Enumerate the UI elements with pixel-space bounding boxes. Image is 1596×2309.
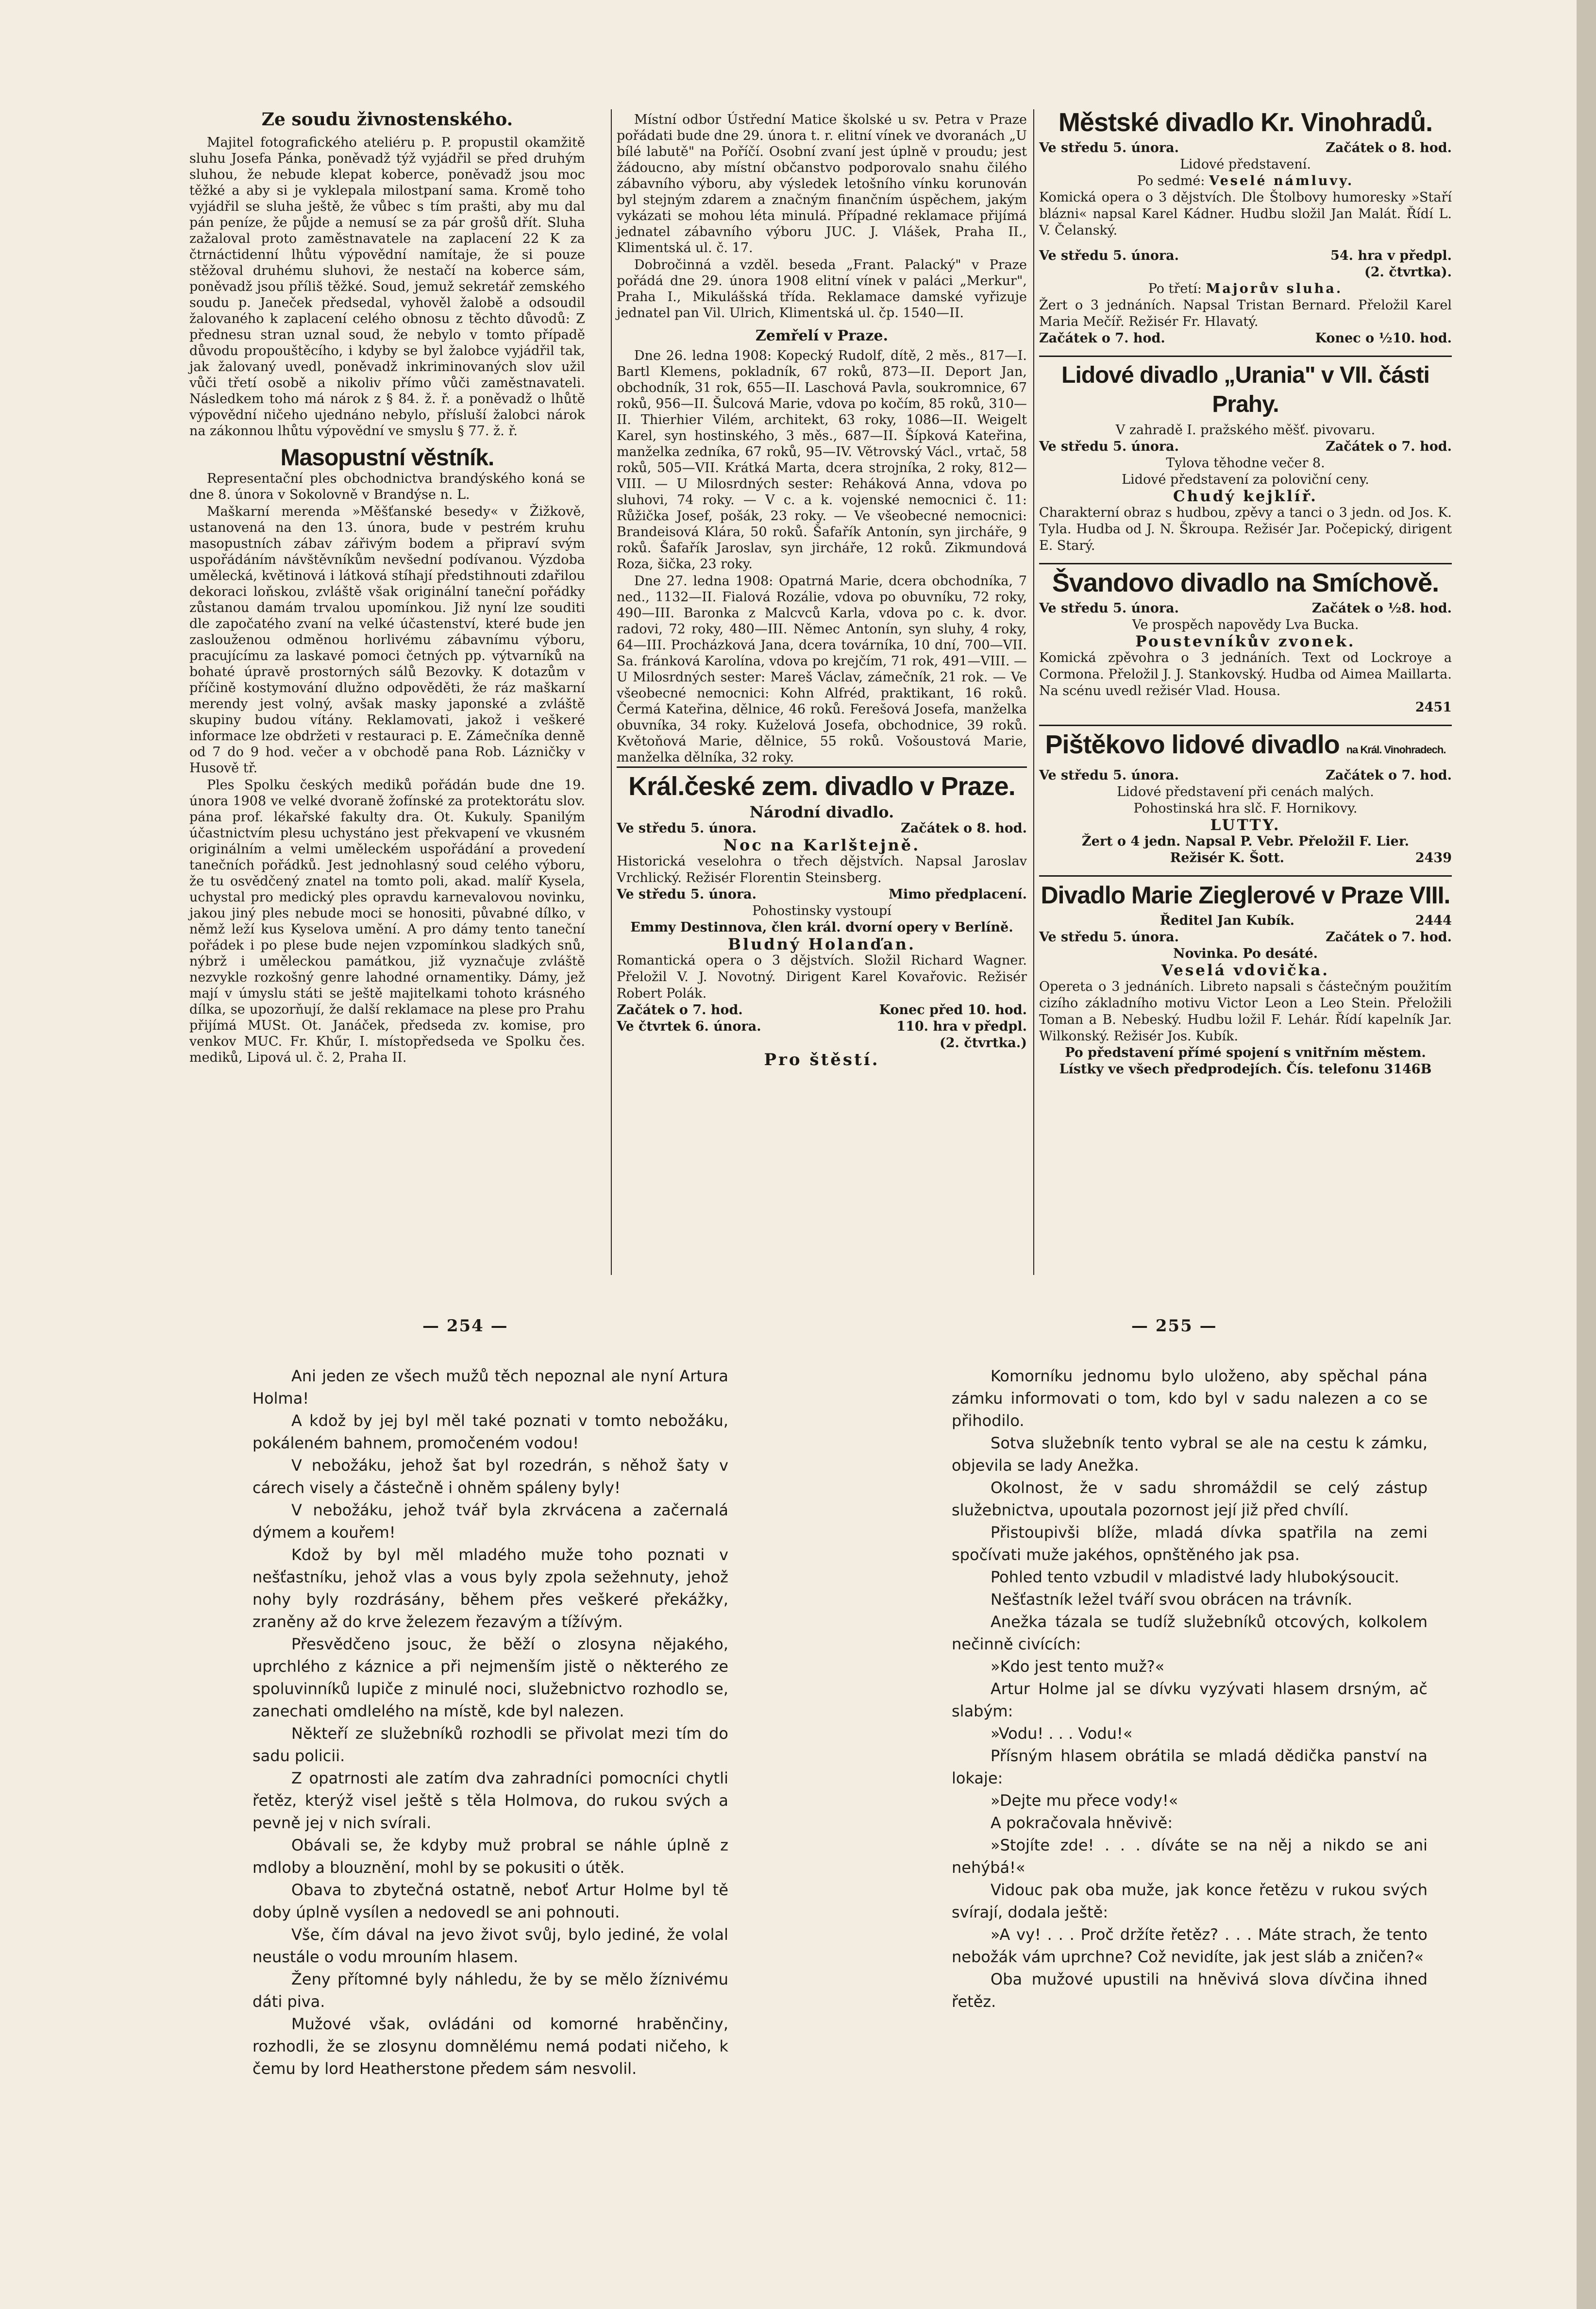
- novel-paragraph: »Dejte mu přece vody!«: [991, 1791, 1178, 1810]
- novel-paragraph: Přísným hlasem obrátila se mladá dědička panství na lokaje:: [952, 1747, 1428, 1787]
- play-note: Ve prospěch napovědy Lva Bucka.: [1132, 617, 1359, 632]
- column-divider: [611, 109, 612, 1275]
- theatre-sub: Ředitel Jan Kubík.: [1159, 913, 1294, 928]
- play-desc: Opereta o 3 jednáních. Libreto napsali s částečným použitím cizího základního motivu Victor Leon a Leo Stein. Přeložili Toman a B. Nebeský. Hudbu ložil F. Lehár. Řídí kapelník Jar. Wilkonský. Režisér Jos. Kubík.: [1039, 979, 1452, 1044]
- play-desc: Komická zpěvohra o 3 jednáních. Text od Lockroye a Cormona. Přeložil J. J. Stankovský. Hudba od Aimea Maillarta. Na scénu uvedl režisér Vlad. Housa.: [1039, 650, 1452, 698]
- play-title: Pro štěstí.: [764, 1050, 880, 1070]
- novel-paragraph: Pohled tento vzbudil v mladistvé lady hlubokýsoucit.: [991, 1568, 1399, 1586]
- theatre-urania: [1039, 356, 1452, 554]
- play-desc: Komická opera o 3 dějstvích. Dle Štolbovy humoresky »Staří blázni« napsal Karel Kádner. Hudbu složil Jan Malát. Řídí L. V. Čelanský.: [1039, 190, 1452, 238]
- carnival-paragraph-1: Representační ples obchodnictva brandýského koná se dne 8. února v Sokolovně v Brandýse n. L.: [189, 471, 585, 502]
- play-desc: Historická veselohra o třech dějstvích. Napsal Jaroslav Vrchlický. Režisér Florentin Steinsberg.: [617, 854, 1027, 885]
- play-title: Majorův sluha.: [1206, 281, 1343, 296]
- novel-paragraph: »Stojíte zde! . . . díváte se na něj a nikdo se ani nehýbá!«: [952, 1836, 1428, 1877]
- novel-paragraph: »A vy! . . . Proč držíte řetěz? . . . Máte strach, že tento nebožák vám uprchne? Což nevidíte, jak jest sláb a zničen?«: [952, 1925, 1428, 1966]
- novel-paragraph: Mužové však, ovládáni od komorné hraběnčiny, rozhodli, že se zlosynu domnělému nemá podati ničeho, k čemu by lord Heatherstone předem sám nesvolil.: [252, 2015, 728, 2078]
- carnival-paragraph-3: Ples Spolku českých mediků pořádán bude dne 19. února 1908 ve velké dvoraně žofínské za protektorátu slov. pána prof. lékařské fakulty dra. Ot. Kukuly. Spanilým účastnictvím plesu uchystáno jest překvapení ve vkusném originálním a velmi uměleckém uspořádání a provedení tanečních pořádků. Jest jednohlasný soud celého výboru, že tu osvědčený znatel na tomto poli, akad. malíř Kysela, uchystal pro medický ples opravdu karnevalovou novinku, jakou jiný ples nebude moci se honositi, půvabné dílko, v němž leží kus Kyselova umění. A pro dámy tento taneční pořádek i po plese bude nejen vzpomínkou sladkých snů, nýbrž i uměleckou památkou, již vyznačuje zvláště nezvykle rozkošný genre lahodné ornamentiky. Dámy, jež mají v úmyslu státi se ještě majitelkami tohoto krásného dílka, se upozorňují, že další reklamace na plese pro Prahu přijímá MUSt. Ot. Janáček, předseda zv. komise, pro venkov MUC. Fr. Khűr, I. místopředseda ve Spolku čes. mediků, Lipová ul. č. 2, Praha II.: [189, 778, 585, 1065]
- novel-paragraph: Ženy přítomné byly náhledu, že by se mělo žíznivému dáti piva.: [252, 1970, 728, 2011]
- novel-paragraph: V nebožáku, jehož tvář byla zkrvácena a začernalá dýmem a kouřem!: [252, 1501, 728, 1542]
- play-director: Režisér K. Šott.: [1170, 850, 1285, 866]
- novel-paragraph: Z opatrnosti ale zatím dva zahradníci pomocníci chytli řetěz, kterýž visel ještě s těla Holmova, do rukou svých a pevně jej v nich svírali.: [252, 1769, 728, 1832]
- play-title: Poustevníkův zvonek.: [1135, 633, 1356, 650]
- date-right: 110. hra v předpl.: [896, 1019, 1027, 1034]
- date-right: Mimo předplacení.: [889, 887, 1027, 902]
- novel-paragraph: Komorníku jednomu bylo uloženo, aby spěchal pána zámku informovati o tom, kdo byl v sadu nalezen a co se přihodilo.: [952, 1367, 1428, 1430]
- novel-paragraph: Vidouc pak oba muže, jak konce řetězu v rukou svých svírají, dodala ještě:: [952, 1881, 1428, 1921]
- play-note: Pohostinská hra slč. F. Hornikovy.: [1133, 801, 1358, 816]
- novel-paragraph: V nebožáku, jehož šat byl rozedrán, s něhož šaty v cárech visely a částečně i ohněm spáleny byly!: [252, 1456, 728, 1497]
- date-right: 54. hra v předpl.: [1330, 248, 1452, 263]
- play-desc: Žert o 3 jednáních. Napsal Tristan Bernard. Přeložil Karel Maria Mečíř. Režisér Fr. Hlavatý.: [1039, 298, 1452, 329]
- play-title: LUTTY.: [1210, 816, 1281, 834]
- theatre-narodni: [617, 766, 1027, 1068]
- novel-paragraph: Artur Holme jal se dívku vyzývati hlasem drsným, ač slabým:: [952, 1680, 1428, 1720]
- play-pre: Po sedmé:: [1137, 173, 1205, 188]
- play-guest: Emmy Destinnova, člen král. dvorní opery v Berlíně.: [630, 920, 1013, 935]
- novel-paragraph: Přistoupivši blíže, mladá dívka spatřila na zemi spočívati muže jakéhos, opnštěného jak psa.: [952, 1523, 1428, 1564]
- start-time: Začátek o 7. hod.: [617, 1002, 743, 1018]
- date-right: Začátek o 7. hod.: [1326, 768, 1452, 783]
- novel-paragraph: Ani jeden ze všech mužů těch nepoznal ale nyní Artura Holma!: [252, 1367, 728, 1408]
- play-title: Veselé námluvy.: [1209, 173, 1354, 188]
- play-title: Noc na Karlštejně.: [723, 836, 921, 854]
- play-note: Lidové představení za poloviční ceny.: [1122, 472, 1369, 487]
- theatre-vinohrady: [1039, 108, 1452, 347]
- play-note: Pohostinsky vystoupí: [752, 903, 891, 918]
- date-left: Ve středu 5. února.: [1039, 248, 1179, 263]
- novel-paragraph: Anežka tázala se tudíž služebníků otcových, kolkolem nečinně civících:: [952, 1613, 1428, 1653]
- date-left: Ve čtvrtek 6. února.: [617, 1019, 761, 1034]
- novel-page-right: [952, 1365, 1428, 2013]
- deaths-paragraph-1: Dne 26. ledna 1908: Kopecký Rudolf, dítě, 2 měs., 817—I. Bartl Klemens, pokladník, 67 roků, 873—II. Deport Jan, obchodník, 31 rok, 655—II. Laschová Pavla, soukromnice, 67 roků, 956—II. Šulcová Marie, vdova po kočím, 85 roků, 310—II. Thierhier Vilém, architekt, 63 roky, 1086—II. Weigelt Karel, syn hostinského, 3 měs., 687—II. Šípková Kateřina, manželka zedníka, 67 roků, 95—IV. Větrovský Václ., vrtač, 58 roků, 505—VII. Krátká Marta, dcera strojníka, 2 roky, 812—VIII. — U Milosrdných sester: Reháková Anna, vdova po sluhovi, 74 roky. — V c. a k. vojenské nemocnici č. 11: Růžička Josef, pošák, 23 roky. — Ve všeobecné nemocnici: Brandeisová Klára, 50 roků. Šafařík Antonín, syn jircháře, 9 roků. Šafařík Jaroslav, syn jircháře, 12 roků. Zikmundová Roza, šička, 23 roky.: [617, 348, 1027, 572]
- novel-paragraph: Obávali se, že kdyby muž probral se náhle úplně z mdloby a blouznění, mohl by se pokusiti o útěk.: [252, 1836, 728, 1877]
- novel-paragraph: Obava to zbytečná ostatně, neboť Artur Holme byl tě doby úplně vysílen a nedovedl se ani pohnouti.: [252, 1881, 728, 1921]
- date-left: Ve středu 5. února.: [617, 887, 757, 902]
- deaths-paragraph-2: Dne 27. ledna 1908: Opatrná Marie, dcera obchodníka, 7 ned., 1132—II. Fialová Rozálie, vdova po obuvníku, 72 roky, 490—III. Baronka z Malcvců Karla, vdova po c. k. dvor. radovi, 72 roky, 480—III. Němec Antonín, syn sluhy, 4 roky, 64—III. Procházková Jana, dcera továrníka, 10 dní, 700—VII. Sa. fránková Karolína, vdova po krejčím, 71 rok, 491—VIII. — U Milosrdných sester: Mareš Václav, zámečník, 21 rok. — Ve všeobecné nemocnici: Kohn Alfréd, praktikant, 16 roků. Čermá Kateřina, dělnice, 46 roků. Ferešová Josefa, manželka obuvníka, 34 roky. Kuželová Josefa, obchodnice, 39 roků. Květoňová Marie, dělnice, 55 roků. Vošoustová Marie, manželka dělníka, 32 roky.: [617, 574, 1027, 765]
- page-number-right: — 255 —: [1131, 1316, 1217, 1336]
- ad-number: 2439: [1415, 850, 1452, 866]
- play-note: Lidové představení při cenách malých.: [1117, 784, 1374, 799]
- column-middle: [617, 112, 1027, 1077]
- date-note: (2. čtvrtka.): [939, 1036, 1027, 1051]
- date-left: Ve středu 5. února.: [617, 821, 757, 836]
- play-desc: Charakterní obraz s hudbou, zpěvy a tanci o 3 jedn. od Jos. K. Tyla. Hudba od J. N. Škroupa. Režisér Jar. Počepický, dirigent E. Starý.: [1039, 505, 1452, 553]
- date-right: Začátek o 7. hod.: [1326, 439, 1452, 454]
- matice-article: Místní odbor Ústřední Matice školské u sv. Petra v Praze pořádati bude dne 29. února t. r. elitní vínek ve dvoranách „U bílé labutě" na Poříčí. Osobní zvaní jest úplně v proudu; jest žádoucno, aby místní občanstvo podporovalo snahu čilého zábavního výboru, aby výsledek letošního vínku korunován byl stejným zdarem a značným finančním úspěchem, jakým vykázati se mohou léta minulá. Případné reklamace přijímá jednatel zábavního výboru JUC. J. Vlášek, Praha II., Klimentská ul. č. 17.: [617, 112, 1027, 255]
- theatre-ziegler: [1039, 875, 1452, 1078]
- novel-paragraph: Přesvědčeno jsouc, že běží o zlosyna nějakého, uprchlého z káznice a při nejmenším jistě o některého ze spoluvinníků lupiče z minulé noci, služebnictvo rozhodlo se, zanechati omdlelého na místě, kde byl nalezen.: [252, 1635, 728, 1720]
- play-pre: Po třetí:: [1148, 281, 1202, 296]
- date-left: Ve středu 5. února.: [1039, 140, 1179, 155]
- carnival-heading: Masopustní věstník.: [280, 445, 494, 471]
- play-desc: Romantická opera o 3 dějstvích. Složil Richard Wagner. Přeložil V. J. Novotný. Dirigent Karel Kovařovic. Režisér Robert Polák.: [617, 953, 1027, 1001]
- novel-paragraph: Sotva služebník tento vybral se ale na cestu k zámku, objevila se lady Anežka.: [952, 1434, 1428, 1475]
- footer-note: Po představení přímé spojení s vnitřním městem.: [1065, 1045, 1426, 1060]
- novel-paragraph: A kdož by jej byl měl také poznati v tomto nebožáku, pokáleném bahnem, promočeném vodou!: [252, 1411, 728, 1452]
- play-title: Bludný Holanďan.: [727, 935, 916, 953]
- novel-paragraph: »Vodu! . . . Vodu!«: [991, 1724, 1133, 1743]
- date-right: Začátek o 7. hod.: [1326, 930, 1452, 945]
- footer-note: Lístky ve všech předprodejích. Čís. telefonu 3146B: [1059, 1062, 1432, 1077]
- column-right: [1039, 108, 1452, 1087]
- novel-paragraph: Vše, čím dával na jevo život svůj, bylo jediné, že volal neustále o vodu mrouním hlasem.: [252, 1925, 728, 1966]
- play-title: Veselá vdovička.: [1161, 962, 1330, 979]
- theatre-name: Divadlo Marie Zieglerové v Praze VIII.: [1041, 882, 1450, 909]
- deaths-heading: Zemřelí v Praze.: [755, 327, 889, 344]
- novel-paragraph: A pokračovala hněvivě:: [991, 1814, 1173, 1832]
- date-left: Ve středu 5. února.: [1039, 768, 1179, 783]
- page-edge: [1577, 0, 1596, 2309]
- theatre-name: Pištěkovo lidové divadlo: [1045, 730, 1340, 759]
- palacky-article: Dobročinná a vzděl. beseda „Frant. Palacký" v Praze pořádá dne 29. února 1908 elitní vínek v paláci „Merkur", Praha I., Mikulášská třída. Reklamace damské vyřizuje jednatel pan Vil. Ulrich, Klimentská ul. čp. 1540—II.: [617, 257, 1027, 321]
- novel-paragraph: Někteří ze služebníků rozhodli se přivolat mezi tím do sadu policii.: [252, 1724, 728, 1765]
- start-time: Začátek o 7. hod.: [1039, 331, 1165, 346]
- column-left: [189, 109, 585, 1067]
- end-time: Konec o ½10. hod.: [1315, 331, 1452, 346]
- ad-number: 2451: [1415, 700, 1452, 715]
- theatre-pistekovo: [1039, 725, 1452, 866]
- court-article: Majitel fotografického ateliéru p. P. propustil okamžitě sluhu Josefa Pánka, poněvadž týž vyjádřil se před druhým sluhou, že nebude klepat koberce, poněvadž jsou moc těžké a aby si je vyklepala milostpaní sama. Kromě toho vyjádřil se sluha ještě, že vůbec s tím prašti, aby mu dal pán peníze, že půjde a nemusí se za pár grošů dřít. Sluha zažaloval proto zaměstnavatele na zaplacení 22 K za čtrnáctidenní lhůtu výpovědní namítaje, že si pouze stěžoval druhému sluhovi, že nestačí na koberce sám, poněvadž jsou příliš těžké. Soud, jemuž sekretář zemského soudu p. Janeček předsedal, vyhověl žalobě a odsoudil žalovaného k zaplacení celého obnosu z těchto důvodů: Z přednesu stran uznal soud, že nebylo v tomto případě důvodu propouštěcího, i kdyby se byl žalobce vyjádřil tak, jak žalovaný uvedl, poněvadž inkriminovaných slov užil vůči třetí osobě a nikoliv přímo vůči zaměstnavateli. Následkem toho má nárok z § 84. ž. ř. a poněvadž o lhůtě výpovědní ničeho ujednáno nebylo, přísluší žalobci nárok na zákonnou lhůtu výpovědní ve smyslu § 77. ž. ř.: [189, 135, 585, 439]
- play-title: Chudý kejklíř.: [1173, 488, 1318, 505]
- carnival-paragraph-2: Maškarní merenda »Měšťanské besedy« v Žižkově, ustanovená na den 13. února, bude v pestrém kruhu masopustních zábav zářivým bodem a připraví svým uspořádáním návštěvníkům nevšední podívanou. Výzdoba umělecká, květinová i látková stíhají předstihnouti zdařilou dekoraci loňskou, zvláště však originální taneční pořádky zůstanou damám trvalou upomínkou. Již nyní lze souditi dle započatého zvaní na velké účastenství, které bude jen zaslouženou odměnou horlivému zábavnímu výboru, pracujícímu za laskavé pomoci četných pp. výtvarníků na bohaté úpravě prostorných sálů Bezovky. K dotazům v příčině kostymování dlužno odpověděti, že ráz maškarní merendy jest volný, avšak masky japonské a zvláště skupiny budou vítány. Reklamovati, jakož i veškeré informace lze obdržeti v restauraci p. E. Zámečníka denně od 7 do 9 hod. večer a v obchodě pana Rob. Lázničky v Husově tř.: [189, 504, 585, 776]
- theatre-sub: Národní divadlo.: [749, 803, 894, 821]
- theatre-name: Švandovo divadlo na Smíchově.: [1052, 568, 1439, 597]
- play-note: Novinka. Po desáté.: [1173, 946, 1318, 961]
- novel-paragraph: Okolnost, že v sadu shromáždil se celý zástup služebnictva, upoutala pozornost její již před chvílí.: [952, 1478, 1428, 1519]
- page-number-left: — 254 —: [422, 1316, 508, 1336]
- play-note: Tylova těhodne večer 8.: [1166, 456, 1325, 471]
- theatre-name: Král.české zem. divadlo v Praze.: [628, 772, 1015, 801]
- end-time: Konec před 10. hod.: [879, 1002, 1027, 1018]
- theatre-name-small: na Král. Vinohradech.: [1346, 744, 1446, 756]
- play-desc: Žert o 4 jedn. Napsal P. Vebr. Přeložil F. Lier.: [1082, 834, 1409, 849]
- novel-paragraph: Oba mužové upustili na hněvivá slova dívčina ihned řetěz.: [952, 1970, 1428, 2011]
- theatre-name: Městské divadlo Kr. Vinohradů.: [1058, 108, 1433, 137]
- novel-paragraph: Kdož by byl měl mladého muže toho poznati v nešťastníku, jehož vlas a vous byly zpola sežehnuty, jehož nohy byly rozdrásány, během přes veškeré překážky, zraněny až do krve železem řezavým a tížívým.: [252, 1545, 728, 1631]
- ad-number: 2444: [1415, 913, 1452, 928]
- date-note: (2. čtvrtka).: [1364, 265, 1452, 280]
- theatre-svandovo: [1039, 563, 1452, 716]
- date-left: Ve středu 5. února.: [1039, 439, 1179, 454]
- novel-page-left: [252, 1365, 728, 2080]
- novel-paragraph: »Kdo jest tento muž?«: [991, 1657, 1165, 1676]
- date-right: Začátek o ½8. hod.: [1312, 601, 1452, 616]
- novel-paragraph: Nešťastník ležel tváří svou obrácen na trávník.: [991, 1590, 1353, 1609]
- date-left: Ve středu 5. února.: [1039, 601, 1179, 616]
- column-divider: [1033, 109, 1034, 1275]
- date-right: Začátek o 8. hod.: [1326, 140, 1452, 155]
- date-right: Začátek o 8. hod.: [901, 821, 1027, 836]
- theatre-name: Lidové divadlo „Urania" v VII. části Prahy.: [1061, 362, 1429, 417]
- date-left: Ve středu 5. února.: [1039, 930, 1179, 945]
- court-heading: Ze soudu živnostenského.: [261, 109, 513, 130]
- play-note: Lidové představení.: [1179, 157, 1311, 172]
- theatre-sub: V zahradě I. pražského měšť. pivovaru.: [1115, 423, 1376, 438]
